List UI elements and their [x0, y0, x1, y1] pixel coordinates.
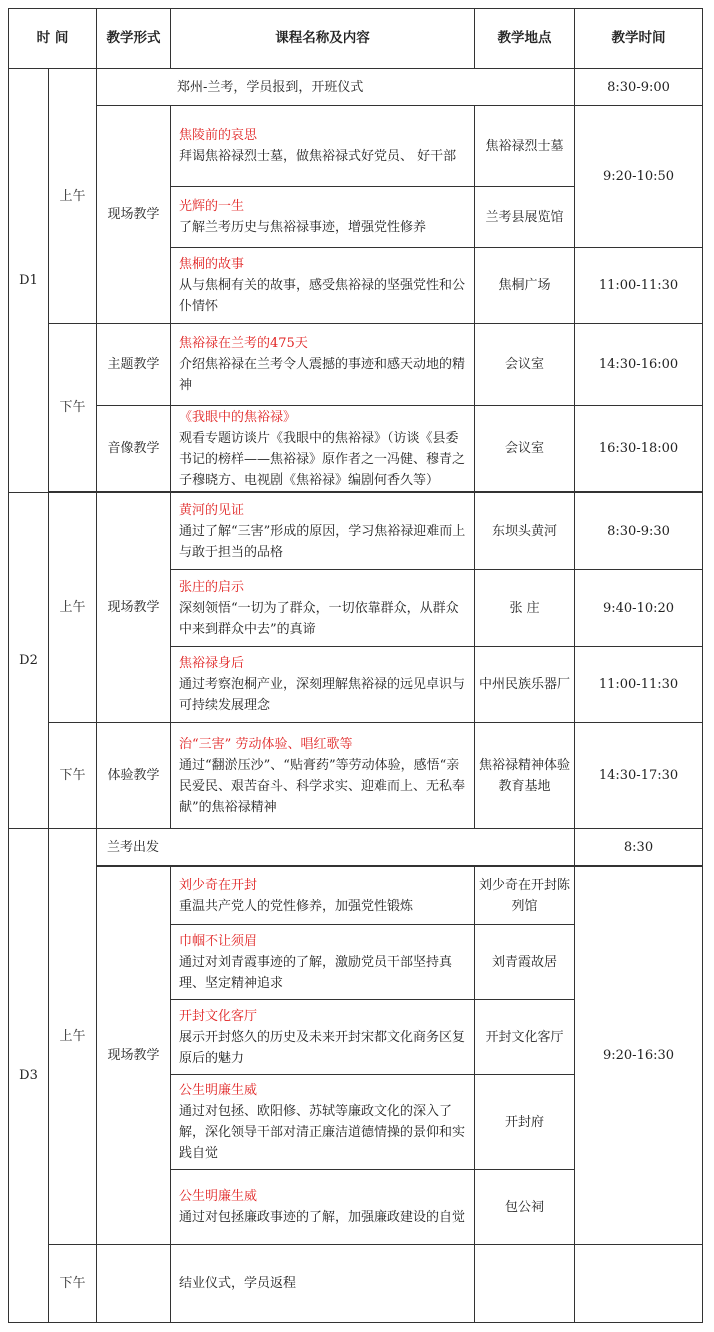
- place-cell: 会议室: [475, 324, 575, 406]
- schedule-table: [8, 8, 703, 1323]
- course-desc: 拜谒焦裕禄烈士墓，做焦裕禄式好党员、 好干部: [179, 149, 457, 164]
- course-desc: 深刻领悟“一切为了群众，一切依靠群众，从群众中来到群众中去”的真谛: [179, 600, 459, 637]
- course-title: 焦裕禄在兰考的475天: [179, 336, 308, 351]
- form-d2-field: 现场教学: [97, 493, 171, 723]
- place-cell: 焦裕禄精神体验教育基地: [475, 723, 575, 829]
- d3-depart: 兰考出发: [97, 829, 575, 866]
- table-row: [9, 723, 703, 829]
- place-cell: 开封文化客厅: [475, 1000, 575, 1075]
- d1-opening: 郑州-兰考，学员报到，开班仪式: [97, 69, 575, 106]
- form-d2-exp: 体验教学: [97, 723, 171, 829]
- place-cell: 刘青霞故居: [475, 925, 575, 1000]
- period-d3-am: 上午: [49, 829, 97, 1245]
- table-row: [9, 1245, 703, 1323]
- place-cell: 包公祠: [475, 1170, 575, 1245]
- period-d2-am: 上午: [49, 493, 97, 723]
- header-time: 时 间: [9, 9, 97, 69]
- course-desc: 通过对包拯廉政事迹的了解，加强廉政建设的自觉: [179, 1210, 466, 1225]
- course-cell: [171, 647, 475, 723]
- course-cell: [171, 1170, 475, 1245]
- day-label-d1: D1: [9, 69, 49, 493]
- time-cell: 8:30-9:30: [575, 493, 703, 570]
- time-cell: 9:20-10:50: [575, 106, 703, 248]
- course-cell: [171, 925, 475, 1000]
- d3-depart-time: 8:30: [575, 829, 703, 866]
- course-desc: 介绍焦裕禄在兰考令人震撼的事迹和感天动地的精神: [179, 357, 466, 393]
- course-desc: 通过考察泡桐产业，深刻理解焦裕禄的远见卓识与可持续发展理念: [179, 677, 466, 713]
- time-cell-empty: [575, 1245, 703, 1323]
- course-desc: 了解兰考历史与焦裕禄事迹，增强党性修养: [179, 220, 427, 235]
- course-title: 刘少奇在开封: [179, 877, 258, 893]
- place-cell: 兰考县展览馆: [475, 187, 575, 248]
- time-cell: 11:00-11:30: [575, 647, 703, 723]
- header-row: [9, 9, 703, 69]
- header-course: 课程名称及内容: [171, 9, 475, 69]
- course-desc: 重温共产党人的党性修养，加强党性锻炼: [179, 898, 414, 914]
- form-d1-video: 音像教学: [97, 406, 171, 492]
- course-cell: [171, 723, 475, 829]
- period-d1-pm: 下午: [49, 324, 97, 492]
- course-cell: [171, 106, 475, 187]
- place-cell: 中州民族乐器厂: [475, 647, 575, 723]
- table-row: [9, 867, 703, 925]
- course-cell: [171, 406, 475, 492]
- place-cell: 焦裕禄烈士墓: [475, 106, 575, 187]
- place-cell: 刘少奇在开封陈列馆: [475, 867, 575, 925]
- time-cell: 11:00-11:30: [575, 248, 703, 324]
- course-cell: [171, 248, 475, 324]
- course-title: 公生明廉生威: [179, 1083, 258, 1098]
- form-d1-field: 现场教学: [97, 106, 171, 324]
- table-row: [9, 493, 703, 570]
- course-desc: 通过对包拯、欧阳修、苏轼等廉政文化的深入了解，深化领导干部对清正廉洁道德情操的景仰和实践自觉: [179, 1104, 466, 1161]
- period-d1-am: 上午: [49, 69, 97, 324]
- course-title: 焦桐的故事: [179, 257, 245, 272]
- course-desc: 从与焦桐有关的故事，感受焦裕禄的坚强党性和公仆情怀: [179, 278, 466, 314]
- place-cell-empty: [475, 1245, 575, 1323]
- time-cell: 14:30-17:30: [575, 723, 703, 829]
- place-cell: 会议室: [475, 406, 575, 492]
- course-title: 光辉的一生: [179, 199, 245, 214]
- time-cell: 9:40-10:20: [575, 570, 703, 647]
- day-label-d3: D3: [9, 829, 49, 1323]
- course-title: 张庄的启示: [179, 579, 245, 595]
- course-desc: 通过“翻淤压沙”、“贴膏药”等劳动体验，感悟“亲民爱民、艰苦奋斗、科学求实、迎难而上、无私奉献”的焦裕禄精神: [179, 757, 466, 815]
- course-cell: [171, 1075, 475, 1170]
- place-cell: 张 庄: [475, 570, 575, 647]
- course-cell: [171, 1000, 475, 1075]
- course-desc: 通过对刘青霞事迹的了解，激励党员干部坚持真理、坚定精神追求: [179, 954, 453, 991]
- course-title: 焦陵前的哀思: [179, 128, 258, 143]
- place-cell: 东坝头黄河: [475, 493, 575, 570]
- table-row: [9, 324, 703, 406]
- form-d3-field: 现场教学: [97, 867, 171, 1245]
- course-desc: 观看专题访谈片《我眼中的焦裕禄》（访谈《县委书记的榜样——焦裕禄》原作者之一冯健、穆青之子穆晓方、电视剧《焦裕禄》编剧何香久等）: [179, 430, 466, 488]
- period-d2-pm: 下午: [49, 723, 97, 829]
- header-form: 教学形式: [97, 9, 171, 69]
- course-cell: [171, 570, 475, 647]
- form-d1-theme: 主题教学: [97, 324, 171, 406]
- course-title: 《我眼中的焦裕禄》: [179, 409, 297, 425]
- course-cell: [171, 324, 475, 406]
- course-cell: [171, 187, 475, 248]
- course-title: 巾帼不让须眉: [179, 933, 258, 949]
- place-cell: 焦桐广场: [475, 248, 575, 324]
- course-desc: 展示开封悠久的历史及未来开封宋都文化商务区复原后的魅力: [179, 1029, 466, 1066]
- table-row: [9, 829, 703, 866]
- course-desc: 通过了解“三害”形成的原因，学习焦裕禄迎难而上与敢于担当的品格: [179, 523, 466, 560]
- course-cell: [171, 867, 475, 925]
- table-row: [9, 406, 703, 492]
- course-cell: [171, 493, 475, 570]
- time-cell: 14:30-16:00: [575, 324, 703, 406]
- table-row: [9, 106, 703, 187]
- course-title: 治“三害” 劳动体验、唱红歌等: [179, 736, 353, 752]
- course-title: 开封文化客厅: [179, 1008, 258, 1024]
- table-row: [9, 69, 703, 106]
- d1-opening-time: 8:30-9:00: [575, 69, 703, 106]
- header-place: 教学地点: [475, 9, 575, 69]
- time-cell: 9:20-16:30: [575, 867, 703, 1245]
- header-hours: 教学时间: [575, 9, 703, 69]
- d3-closing: 结业仪式，学员返程: [171, 1245, 475, 1323]
- course-title: 焦裕禄身后: [179, 656, 245, 671]
- course-title: 公生明廉生威: [179, 1189, 258, 1204]
- place-cell: 开封府: [475, 1075, 575, 1170]
- day-label-d2: D2: [9, 493, 49, 829]
- period-d3-pm: 下午: [49, 1245, 97, 1323]
- course-title: 黄河的见证: [179, 502, 245, 518]
- time-cell: 16:30-18:00: [575, 406, 703, 492]
- form-d3-pm-empty: [97, 1245, 171, 1323]
